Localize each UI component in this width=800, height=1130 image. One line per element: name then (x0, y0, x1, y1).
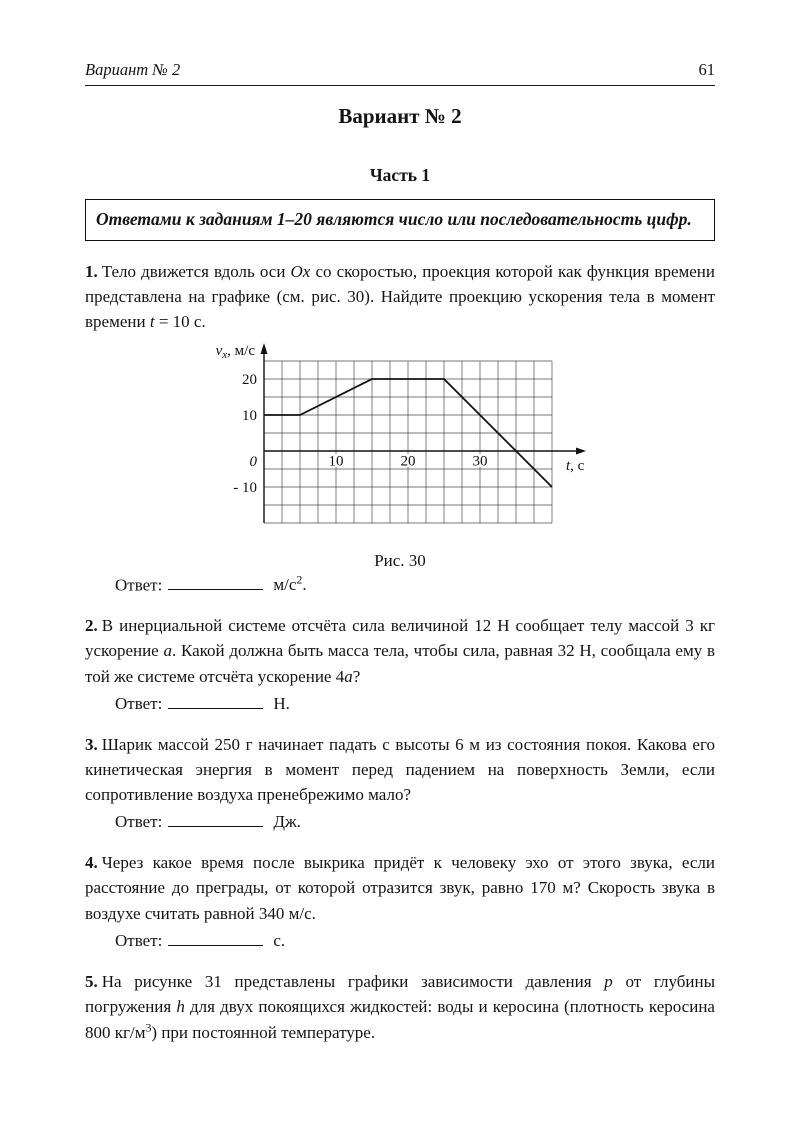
y-axis-arrow (261, 343, 268, 354)
running-head (85, 60, 715, 86)
problem-3-text (85, 732, 715, 807)
answer-label: Ответ: (115, 693, 163, 713)
answer-blank (168, 693, 263, 709)
figure-30-caption: Рис. 30 (374, 550, 426, 570)
answer-unit: с. (273, 930, 286, 950)
problem-1-body: Тело движется вдоль оси Ox со скоростью, проекция которой как функция времени представлена на графике (см. рис. 30). Найдите проекцию ускорения тела в момент времени t = 10 с. (85, 262, 715, 332)
problem-1-number: 1. (85, 262, 98, 282)
problem-2-body: В инерциальной системе отсчёта сила величиной 12 Н сообщает телу массой 3 кг ускорение a. Какой должна быть масса тела, чтобы сила, равная 32 Н, сообщала ему в той же системе отсчёта ускорение 4a? (85, 616, 715, 686)
x-axis-arrow (576, 447, 586, 454)
instruction-box (85, 199, 715, 241)
x-tick-label: 10 (328, 453, 344, 470)
answer-unit: $м/с^2$. (273, 572, 307, 595)
answer-label: Ответ: (115, 930, 163, 950)
running-head-variant: Вариант № 2 (85, 60, 181, 79)
problem-4-body: Через какое время после выкрика придёт к человеку эхо от этого звука, если расстояние до преграды, от которой отразится звук, равно 170 м? Скорость звука в воздухе считать равной 340 м/с. (85, 853, 715, 923)
answer-blank (168, 811, 263, 827)
problem-5-text (85, 969, 715, 1045)
problem-3-body: Шарик массой 250 г начинает падать с высоты 6 м из состояния покоя. Какова его кинетическая энергия в момент перед падением на поверхность Земли, если сопротивление воздуха пренебрежимо мало? (85, 734, 715, 805)
problem-2-answer-row (115, 693, 715, 714)
x-axis-label: t, с (566, 457, 585, 474)
x-tick-label: 20 (400, 453, 416, 470)
problem-2-text (85, 613, 715, 688)
answer-unit: Дж. (273, 812, 301, 832)
problem-5-body: На рисунке 31 представлены графики зависимости давления p от глубины погружения h для двух покоящихся жидкостей: воды и керосина (плотность керосина 800 $кг/м^3$) при постоянной температуре. (85, 971, 715, 1042)
problem-4-text (85, 850, 715, 925)
problem-2-number: 2. (85, 616, 98, 636)
x-tick-label: 30 (472, 453, 488, 470)
y-tick-label: 20 (242, 371, 257, 388)
instruction-text: Ответами к заданиям 1–20 являются число или последовательность цифр. (96, 209, 692, 229)
y-tick-label: - 10 (233, 479, 257, 496)
page-title: Вариант № 2 (338, 104, 462, 128)
problem-3-number: 3. (85, 734, 98, 754)
origin-label: 0 (249, 453, 257, 470)
problem-3-answer-row (115, 811, 715, 832)
answer-blank (168, 574, 263, 590)
figure-30 (85, 341, 715, 571)
problem-4-answer-row (115, 930, 715, 951)
velocity-time-chart (200, 341, 600, 545)
answer-unit: Н. (273, 693, 290, 713)
problem-1-answer-row (115, 573, 715, 596)
part-title: Часть 1 (369, 165, 431, 185)
answer-label: Ответ: (115, 575, 163, 595)
answer-blank (168, 930, 263, 946)
problem-4-number: 4. (85, 853, 98, 873)
y-tick-label: 10 (242, 407, 257, 424)
answer-label: Ответ: (115, 812, 163, 832)
page-number: 61 (698, 60, 715, 79)
y-axis-label: $v_x$, м/с (215, 342, 255, 361)
grid (264, 361, 552, 523)
problem-5-number: 5. (85, 971, 98, 991)
problem-1-text (85, 259, 715, 334)
